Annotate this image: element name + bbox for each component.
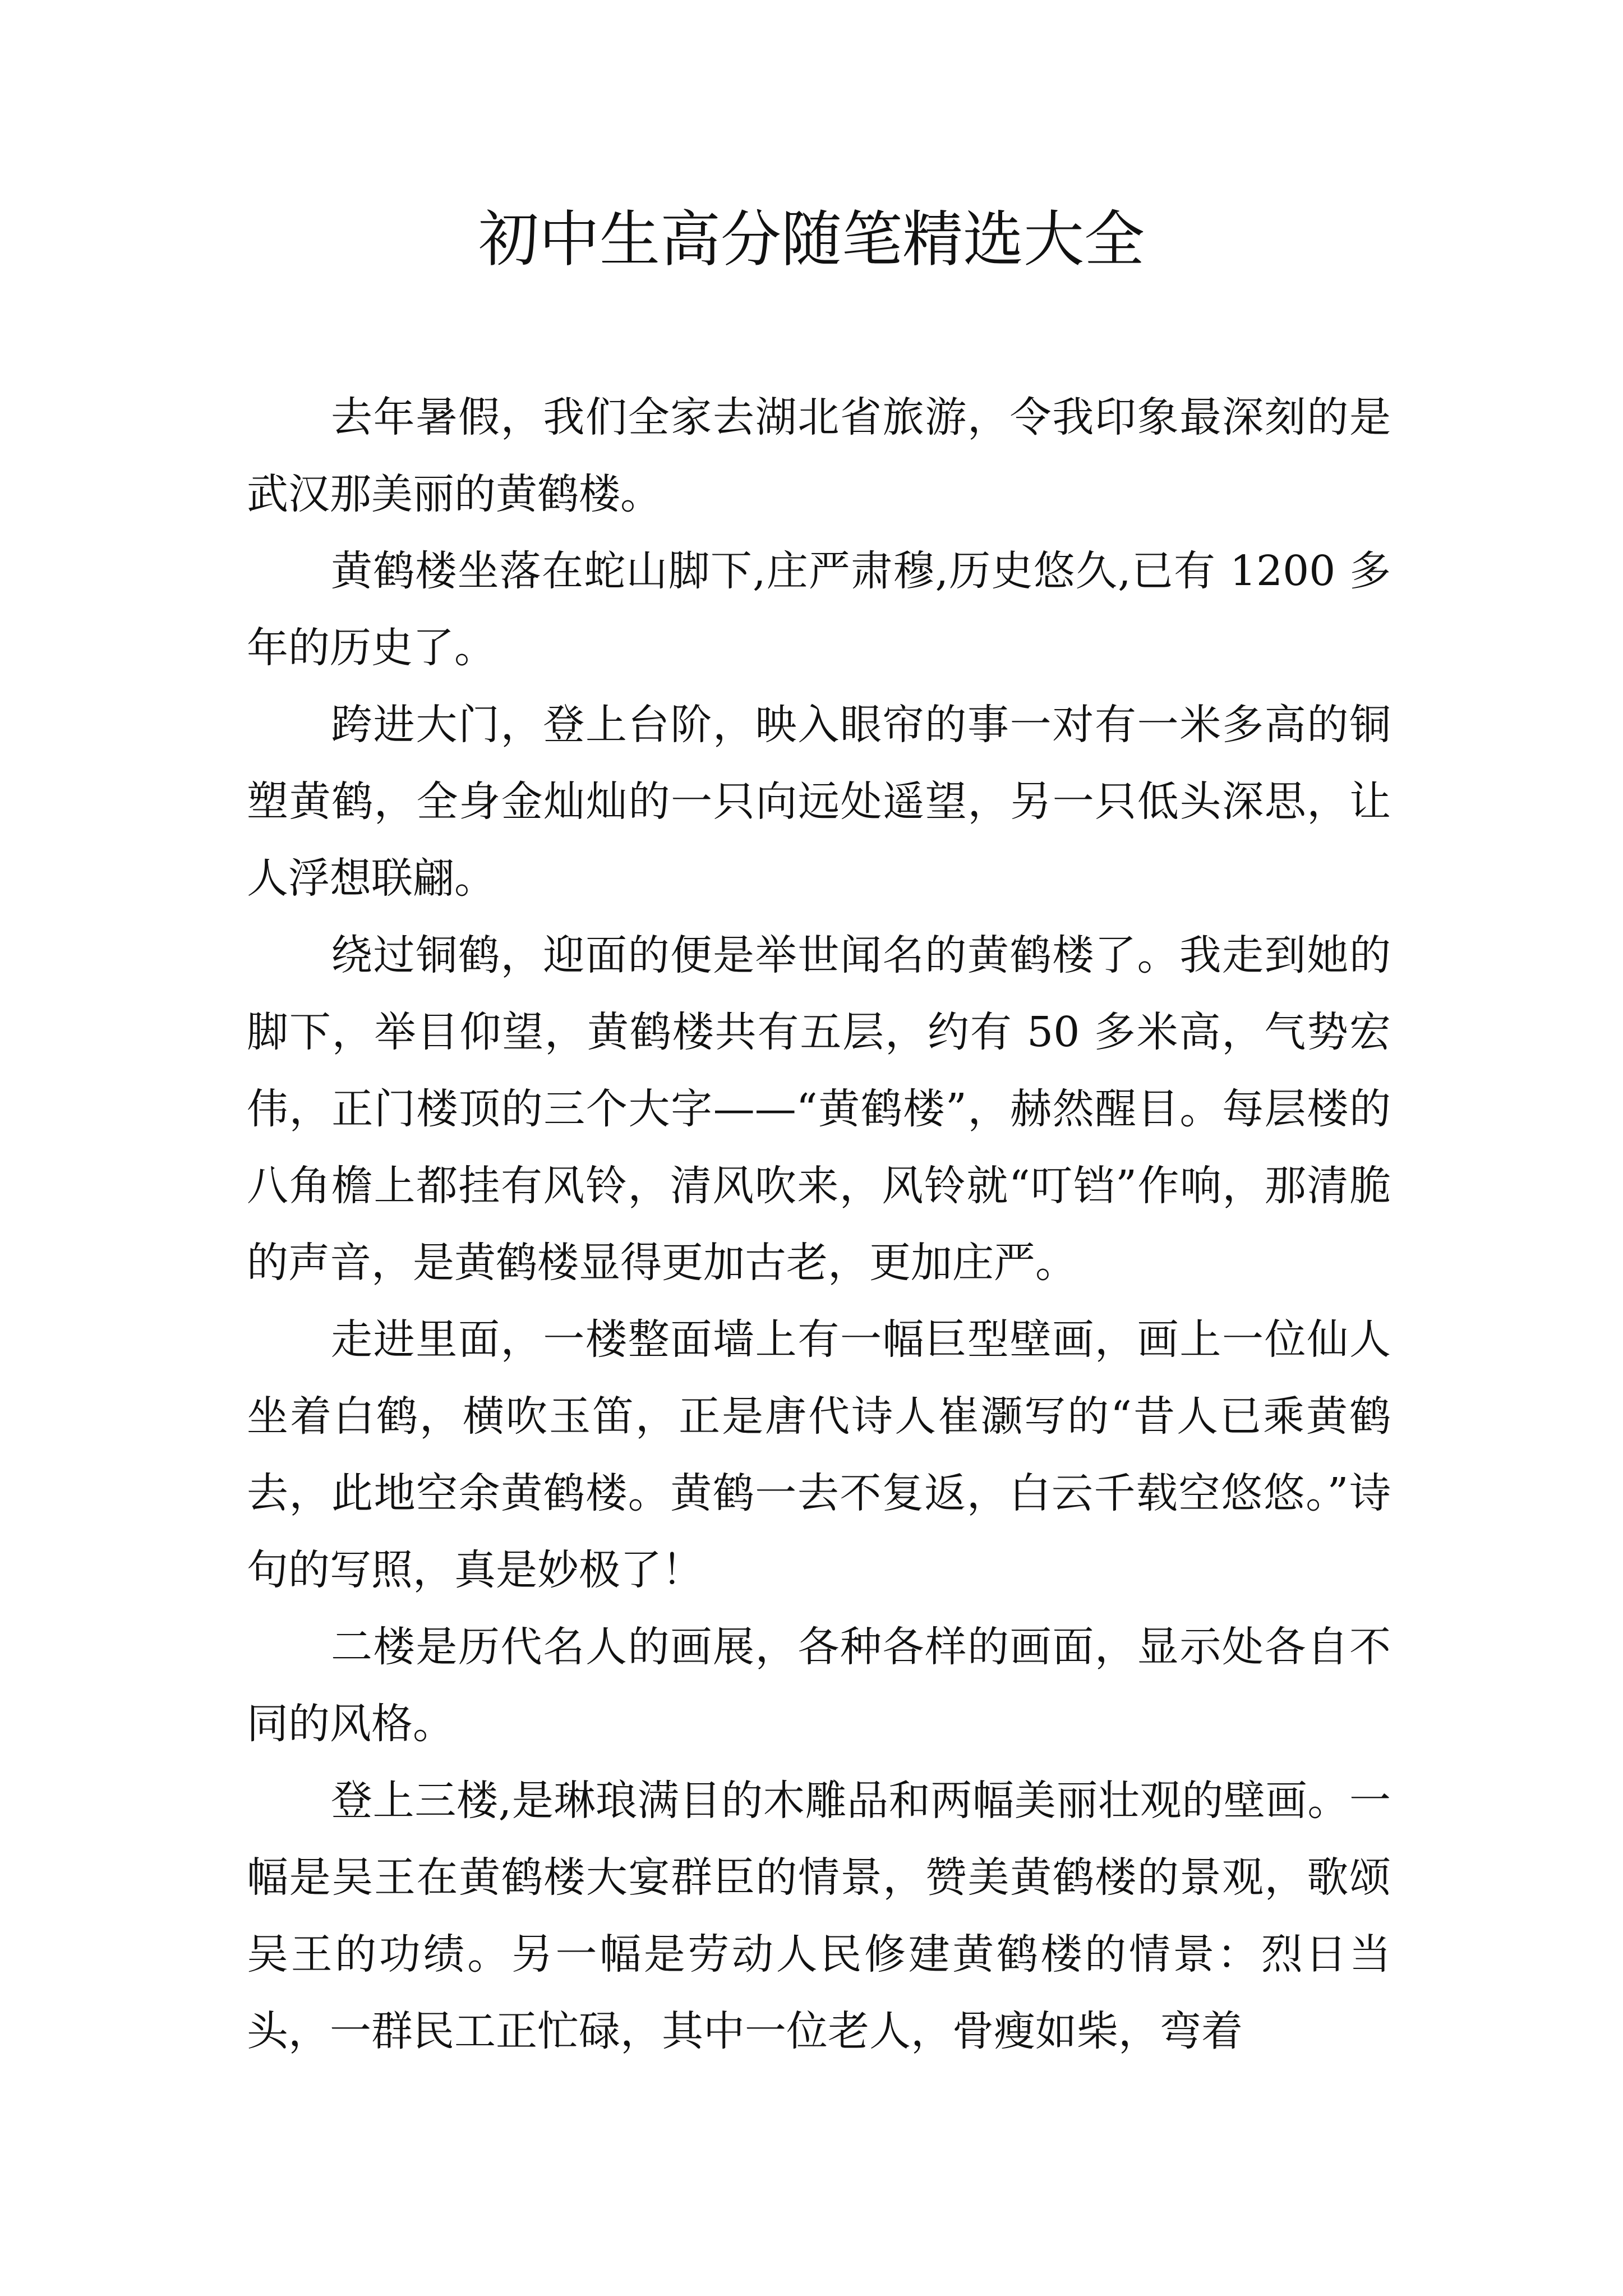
paragraph-3: 跨进大门，登上台阶，映入眼帘的事一对有一米多高的铜塑黄鹤，全身金灿灿的一只向远处遥望，另一只低头深思，让人浮想联翩。 (247, 701, 1391, 903)
document-title: 初中生高分随笔精选大全 (478, 205, 1145, 275)
paragraph-5: 走进里面，一楼整面墙上有一幅巨型壁画，画上一位仙人坐着白鹤，横吹玉笛，正是唐代诗人崔灏写的“昔人已乘黄鹤去，此地空余黄鹤楼。黄鹤一去不复返，白云千载空悠悠。”诗句的写照，真是妙极了！ (247, 1315, 1391, 1594)
paragraph-6: 二楼是历代名人的画展，各种各样的画面，显示处各自不同的风格。 (247, 1623, 1391, 1748)
paragraph-1: 去年暑假，我们全家去湖北省旅游，令我印象最深刻的是武汉那美丽的黄鹤楼。 (247, 393, 1391, 518)
document-body (247, 379, 1391, 2070)
paragraph-2: 黄鹤楼坐落在蛇山脚下,庄严肃穆,历史悠久,已有 1200 多年的历史了。 (247, 547, 1391, 672)
paragraph-4: 绕过铜鹤，迎面的便是举世闻名的黄鹤楼了。我走到她的脚下，举目仰望，黄鹤楼共有五层，约有 50 多米高，气势宏伟，正门楼顶的三个大字——“黄鹤楼”，赫然醒目。每层楼的八角檐上都挂有风铃，清风吹来，风铃就“叮铛”作响，那清脆的声音，是黄鹤楼显得更加古老，更加庄严。 (247, 931, 1391, 1287)
paragraph-7: 登上三楼,是琳琅满目的木雕品和两幅美丽壮观的壁画。一幅是吴王在黄鹤楼大宴群臣的情景，赞美黄鹤楼的景观，歌颂吴王的功绩。另一幅是劳动人民修建黄鹤楼的情景：烈日当头，一群民工正忙碌，其中一位老人，骨瘦如柴，弯着 (247, 1777, 1391, 2055)
